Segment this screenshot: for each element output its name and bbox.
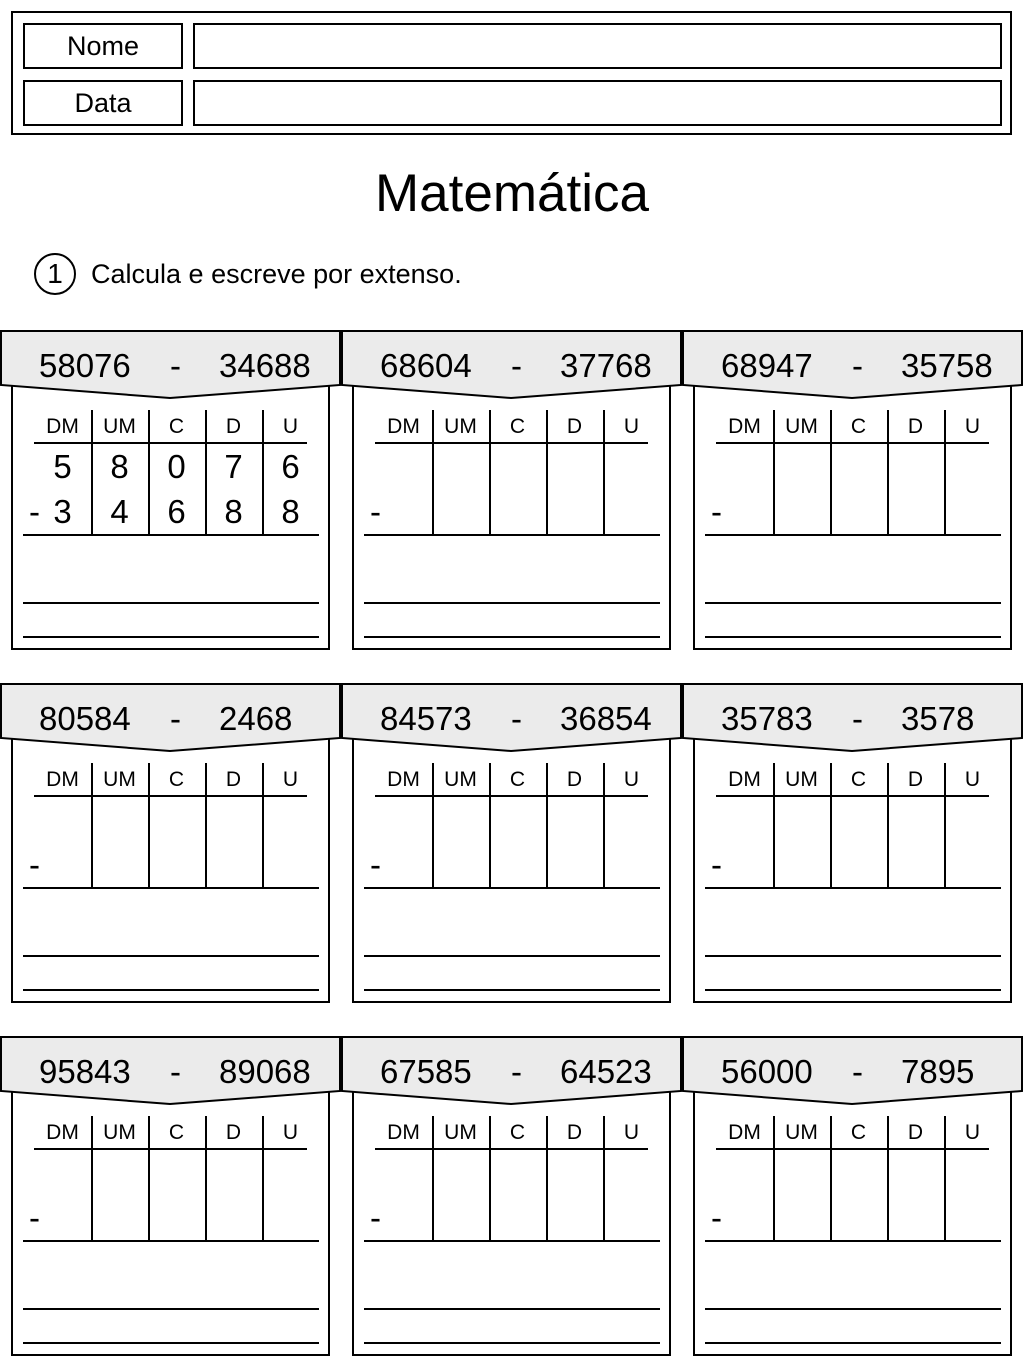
minuend: 35783: [721, 700, 813, 737]
column-header: C: [168, 415, 185, 438]
writing-line[interactable]: [705, 989, 1001, 991]
result-line: [364, 1240, 660, 1242]
header-underline: [34, 795, 307, 797]
exercise-card: [341, 683, 682, 1003]
operator: -: [170, 700, 181, 737]
subtrahend: 3578: [901, 700, 975, 737]
subtrahend: 89068: [219, 1053, 311, 1090]
column-divider: [148, 763, 150, 888]
minus-sign: -: [29, 1199, 40, 1236]
column-divider: [432, 1116, 434, 1241]
column-header: D: [566, 1121, 583, 1144]
column-divider: [773, 763, 775, 888]
header-underline: [34, 442, 307, 444]
problem-expression: [341, 344, 682, 388]
column-header: DM: [387, 415, 420, 438]
column-header: UM: [444, 415, 477, 438]
column-divider: [546, 1116, 548, 1241]
column-divider: [773, 1116, 775, 1241]
column-header: C: [850, 1121, 867, 1144]
column-header: UM: [103, 768, 136, 791]
column-divider: [489, 410, 491, 535]
subtrahend-digit: 4: [110, 493, 129, 530]
column-header: DM: [728, 415, 761, 438]
writing-line[interactable]: [23, 1308, 319, 1310]
date-field[interactable]: [193, 80, 1002, 126]
minuend: 84573: [380, 700, 472, 737]
operator: -: [511, 1053, 522, 1090]
column-divider: [91, 1116, 93, 1241]
minus-sign: -: [370, 493, 381, 530]
header-underline: [375, 1148, 648, 1150]
minuend-digit: 7: [224, 448, 243, 485]
exercise-card: [341, 1036, 682, 1356]
column-divider: [432, 763, 434, 888]
column-divider: [205, 1116, 207, 1241]
header-underline: [716, 442, 989, 444]
exercise-card: [682, 330, 1023, 650]
result-line: [705, 534, 1001, 536]
minuend: 68604: [380, 347, 472, 384]
column-divider: [91, 763, 93, 888]
problem-expression: [682, 697, 1023, 741]
writing-line[interactable]: [705, 602, 1001, 604]
writing-line[interactable]: [364, 636, 660, 638]
problem-expression: [682, 344, 1023, 388]
student-info-box: [11, 11, 1012, 135]
subtrahend-digit: 8: [224, 493, 243, 530]
exercise-card: [682, 683, 1023, 1003]
column-header: U: [282, 415, 299, 438]
column-header: UM: [785, 768, 818, 791]
exercise-card: [0, 1036, 341, 1356]
writing-line[interactable]: [23, 636, 319, 638]
result-line: [23, 534, 319, 536]
column-header: D: [225, 768, 242, 791]
column-header: UM: [103, 1121, 136, 1144]
page-title: Matemática: [375, 164, 649, 223]
exercise-number: 1: [34, 253, 76, 295]
writing-line[interactable]: [364, 602, 660, 604]
column-header: U: [282, 768, 299, 791]
minuend: 56000: [721, 1053, 813, 1090]
column-header: DM: [46, 768, 79, 791]
problem-expression: [0, 697, 341, 741]
column-divider: [887, 410, 889, 535]
column-header: DM: [46, 415, 79, 438]
column-header: UM: [103, 415, 136, 438]
column-header: D: [907, 768, 924, 791]
name-field[interactable]: [193, 23, 1002, 69]
minuend-digit: 6: [281, 448, 300, 485]
result-line: [23, 887, 319, 889]
column-header: C: [509, 768, 526, 791]
operator: -: [852, 700, 863, 737]
problem-expression: [341, 697, 682, 741]
instruction-text: Calcula e escreve por extenso.: [91, 258, 462, 289]
exercise-card: [341, 330, 682, 650]
result-line: [705, 887, 1001, 889]
column-divider: [887, 763, 889, 888]
column-divider: [944, 410, 946, 535]
column-header: U: [282, 1121, 299, 1144]
operator: -: [852, 1053, 863, 1090]
column-divider: [830, 1116, 832, 1241]
minus-sign: -: [711, 493, 722, 530]
column-header: DM: [387, 768, 420, 791]
minuend-digit: 0: [167, 448, 186, 485]
column-header: D: [907, 415, 924, 438]
column-divider: [262, 1116, 264, 1241]
column-divider: [603, 763, 605, 888]
result-line: [23, 1240, 319, 1242]
header-underline: [34, 1148, 307, 1150]
writing-line[interactable]: [23, 955, 319, 957]
problem-expression: [341, 1050, 682, 1094]
problem-expression: [0, 1050, 341, 1094]
column-header: UM: [444, 1121, 477, 1144]
column-divider: [148, 1116, 150, 1241]
subtrahend: 2468: [219, 700, 293, 737]
column-header: C: [509, 1121, 526, 1144]
writing-line[interactable]: [364, 1342, 660, 1344]
writing-line[interactable]: [705, 636, 1001, 638]
column-header: C: [850, 415, 867, 438]
column-header: D: [225, 415, 242, 438]
column-header: U: [964, 1121, 981, 1144]
subtrahend: 37768: [560, 347, 652, 384]
header-underline: [375, 442, 648, 444]
column-divider: [432, 410, 434, 535]
column-divider: [773, 410, 775, 535]
column-divider: [830, 763, 832, 888]
header-underline: [716, 1148, 989, 1150]
operator: -: [511, 700, 522, 737]
minuend-digit: 5: [53, 448, 72, 485]
column-divider: [944, 763, 946, 888]
name-label: Nome: [23, 23, 183, 69]
subtrahend-digit: 8: [281, 493, 300, 530]
exercise-card: [682, 1036, 1023, 1356]
subtrahend: 35758: [901, 347, 993, 384]
column-header: C: [168, 1121, 185, 1144]
operator: -: [852, 347, 863, 384]
column-header: U: [964, 415, 981, 438]
operator: -: [170, 1053, 181, 1090]
header-underline: [375, 795, 648, 797]
exercise-card: [0, 683, 341, 1003]
subtrahend: 7895: [901, 1053, 975, 1090]
writing-line[interactable]: [23, 602, 319, 604]
column-divider: [205, 763, 207, 888]
result-line: [364, 534, 660, 536]
writing-line[interactable]: [23, 989, 319, 991]
column-header: UM: [444, 768, 477, 791]
subtrahend-digit: 6: [167, 493, 186, 530]
operator: -: [170, 347, 181, 384]
column-header: UM: [785, 1121, 818, 1144]
minus-sign: -: [29, 846, 40, 883]
writing-line[interactable]: [705, 1342, 1001, 1344]
column-header: D: [566, 415, 583, 438]
subtrahend: 64523: [560, 1053, 652, 1090]
instruction: [34, 251, 462, 297]
column-header: DM: [46, 1121, 79, 1144]
minuend: 95843: [39, 1053, 131, 1090]
column-header: C: [509, 415, 526, 438]
minus-sign: -: [29, 493, 40, 530]
column-header: D: [907, 1121, 924, 1144]
minuend: 68947: [721, 347, 813, 384]
column-header: DM: [728, 1121, 761, 1144]
column-header: U: [623, 415, 640, 438]
minus-sign: -: [370, 1199, 381, 1236]
column-header: DM: [728, 768, 761, 791]
exercise-card: [0, 330, 341, 650]
column-header: D: [225, 1121, 242, 1144]
subtrahend: 36854: [560, 700, 652, 737]
column-header: UM: [785, 415, 818, 438]
result-line: [705, 1240, 1001, 1242]
minus-sign: -: [711, 846, 722, 883]
column-divider: [603, 1116, 605, 1241]
column-divider: [944, 1116, 946, 1241]
subtrahend: 34688: [219, 347, 311, 384]
column-divider: [489, 1116, 491, 1241]
column-divider: [887, 1116, 889, 1241]
result-line: [364, 887, 660, 889]
minuend: 67585: [380, 1053, 472, 1090]
column-header: D: [566, 768, 583, 791]
problem-expression: [682, 1050, 1023, 1094]
minus-sign: -: [370, 846, 381, 883]
column-header: U: [964, 768, 981, 791]
minuend-digit: 8: [110, 448, 129, 485]
column-divider: [262, 763, 264, 888]
writing-line[interactable]: [364, 989, 660, 991]
writing-line[interactable]: [364, 955, 660, 957]
column-divider: [546, 410, 548, 535]
subtrahend-digit: 3: [53, 493, 72, 530]
writing-line[interactable]: [705, 1308, 1001, 1310]
writing-line[interactable]: [364, 1308, 660, 1310]
column-divider: [603, 410, 605, 535]
column-divider: [489, 763, 491, 888]
minus-sign: -: [711, 1199, 722, 1236]
column-header: U: [623, 768, 640, 791]
column-divider: [830, 410, 832, 535]
operator: -: [511, 347, 522, 384]
writing-line[interactable]: [23, 1342, 319, 1344]
problem-expression: [0, 344, 341, 388]
column-divider: [546, 763, 548, 888]
writing-line[interactable]: [705, 955, 1001, 957]
column-header: U: [623, 1121, 640, 1144]
minuend: 58076: [39, 347, 131, 384]
column-header: DM: [387, 1121, 420, 1144]
column-header: C: [168, 768, 185, 791]
minuend: 80584: [39, 700, 131, 737]
column-header: C: [850, 768, 867, 791]
date-label: Data: [23, 80, 183, 126]
header-underline: [716, 795, 989, 797]
